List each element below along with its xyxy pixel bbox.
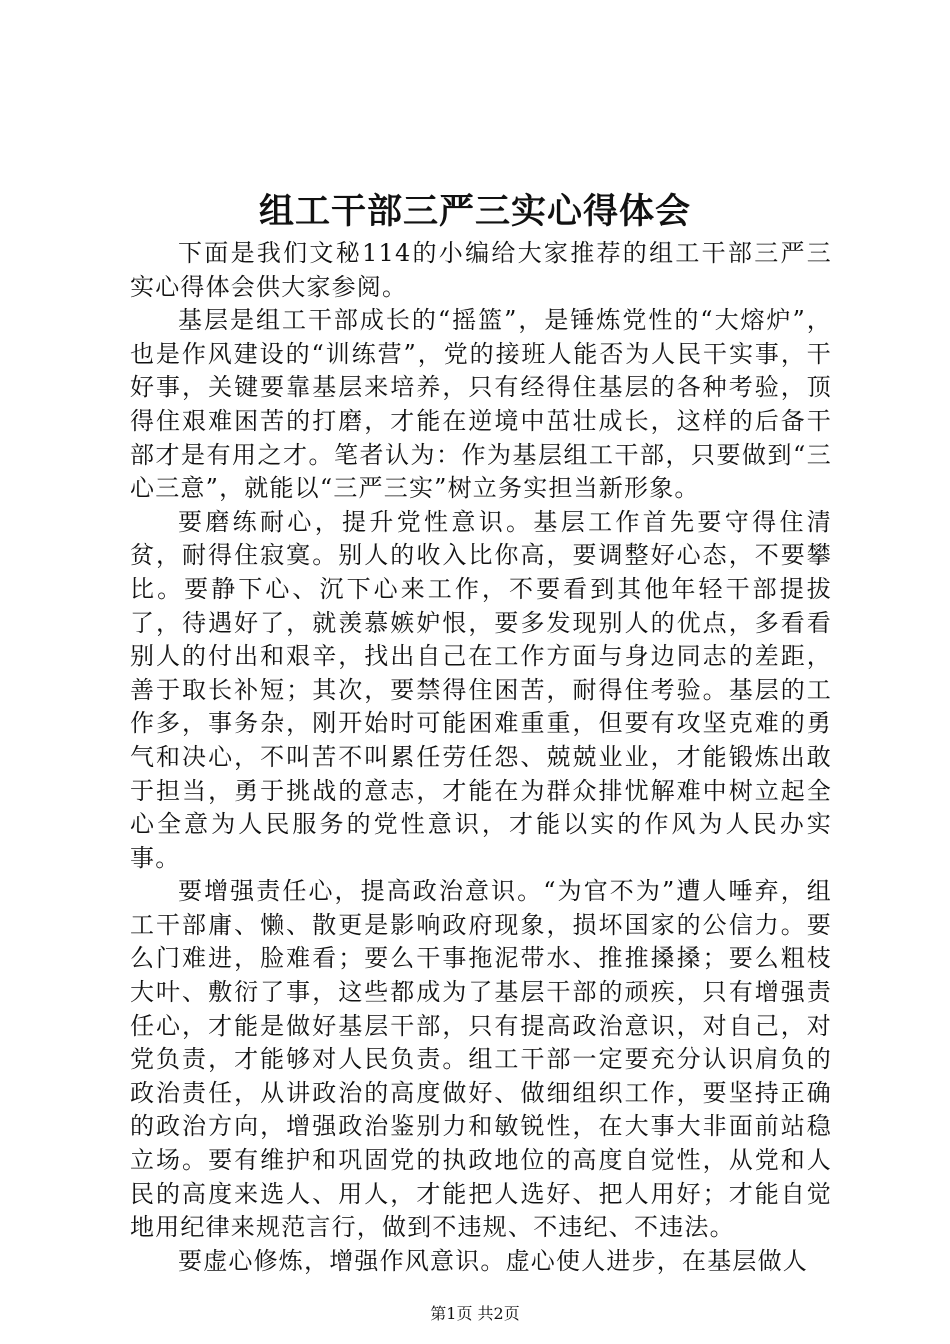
page-footer: 第1页 共2页	[430, 1304, 520, 1323]
paragraph-5: 要虚心修炼，增强作风意识。虚心使人进步，在基层做人	[178, 1246, 808, 1275]
document-body	[130, 237, 832, 1278]
paragraph-2: 基层是组工干部成长的“摇篮”，是锤炼党性的“大熔炉”，也是作风建设的“训练营”，党的接班人能否为人民干实事，干好事，关键要靠基层来培养，只有经得住基层的各种考验，顶得住艰难困苦的打磨，才能在逆境中茁壮成长，这样的后备干部才是有用之才。笔者认为：作为基层组工干部，只要做到“三心三意”，就能以“三严三实”树立务实担当新形象。	[130, 306, 832, 503]
paragraph-4: 要增强责任心，提高政治意识。“为官不为”遭人唾弃，组工干部庸、懒、散更是影响政府现象，损坏国家的公信力。要么门难进，脸难看；要么干事拖泥带水、推推搡搡；要么粗枝大叶、敷衍了事，这些都成为了基层干部的顽疾，只有增强责任心，才能是做好基层干部，只有提高政治意识，对自己，对党负责，才能够对人民负责。组工干部一定要充分认识肩负的政治责任，从讲政治的高度做好、做细组织工作，要坚持正确的政治方向，增强政治鉴别力和敏锐性，在大事大非面前站稳立场。要有维护和巩固党的执政地位的高度自觉性，从党和人民的高度来选人、用人，才能把人选好、把人用好；才能自觉地用纪律来规范言行，做到不违规、不违纪、不违法。	[130, 877, 832, 1242]
document-title: 组工干部三严三实心得体会	[258, 191, 691, 232]
paragraph-intro: 下面是我们文秘114的小编给大家推荐的组工干部三严三实心得体会供大家参阅。	[130, 239, 832, 301]
paragraph-3: 要磨练耐心，提升党性意识。基层工作首先要守得住清贫，耐得住寂寞。别人的收入比你高，要调整好心态，不要攀比。要静下心、沉下心来工作，不要看到其他年轻干部提拔了，待遇好了，就羡慕嫉妒恨，要多发现别人的优点，多看看别人的付出和艰辛，找出自己在工作方面与身边同志的差距，善于取长补短；其次，要禁得住困苦，耐得住考验。基层的工作多，事务杂，刚开始时可能困难重重，但要有攻坚克难的勇气和决心，不叫苦不叫累任劳任怨、兢兢业业，才能锻炼出敢于担当，勇于挑战的意志，才能在为群众排忧解难中树立起全心全意为人民服务的党性意识，才能以实的作风为人民办实事。	[130, 507, 832, 872]
